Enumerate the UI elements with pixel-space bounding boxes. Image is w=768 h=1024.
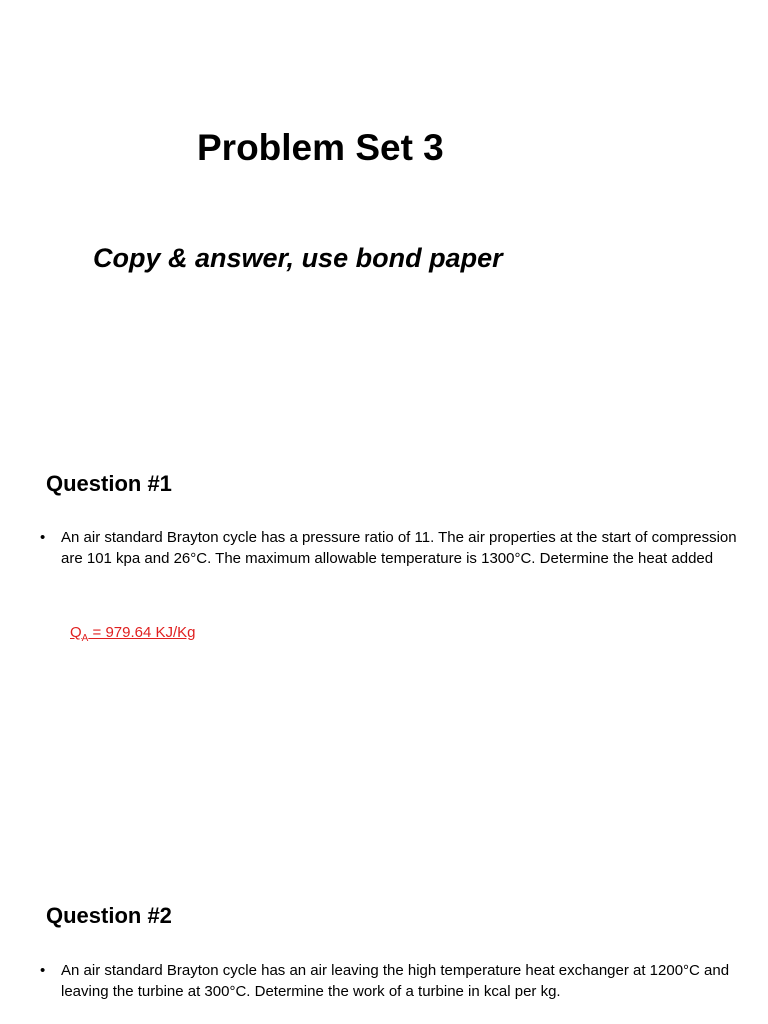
bullet-icon: • <box>40 962 46 979</box>
answer-value: = 979.64 KJ/Kg <box>88 624 196 641</box>
question-1-answer <box>70 623 196 649</box>
question-2-bullet <box>40 960 740 1002</box>
question-1-text: An air standard Brayton cycle has a pressure ratio of 11. The air properties at the start of compression are 101 kpa and 26°C. The maximum allowable temperature is 1300°C. Determine the heat added <box>61 529 737 567</box>
bullet-icon: • <box>40 529 46 546</box>
page-title: Problem Set 3 <box>197 127 444 168</box>
answer-symbol: Q <box>70 624 82 641</box>
question-2-text: An air standard Brayton cycle has an air leaving the high temperature heat exchanger at 1200°C and leaving the turbine at 300°C. Determine the work of a turbine in kcal per kg. <box>61 962 730 1000</box>
question-1-bullet <box>40 527 740 569</box>
question-2-heading: Question #2 <box>46 903 172 928</box>
page-subtitle: Copy & answer, use bond paper <box>93 243 503 273</box>
answer-subscript: A <box>81 633 89 644</box>
question-1-heading: Question #1 <box>46 471 172 496</box>
